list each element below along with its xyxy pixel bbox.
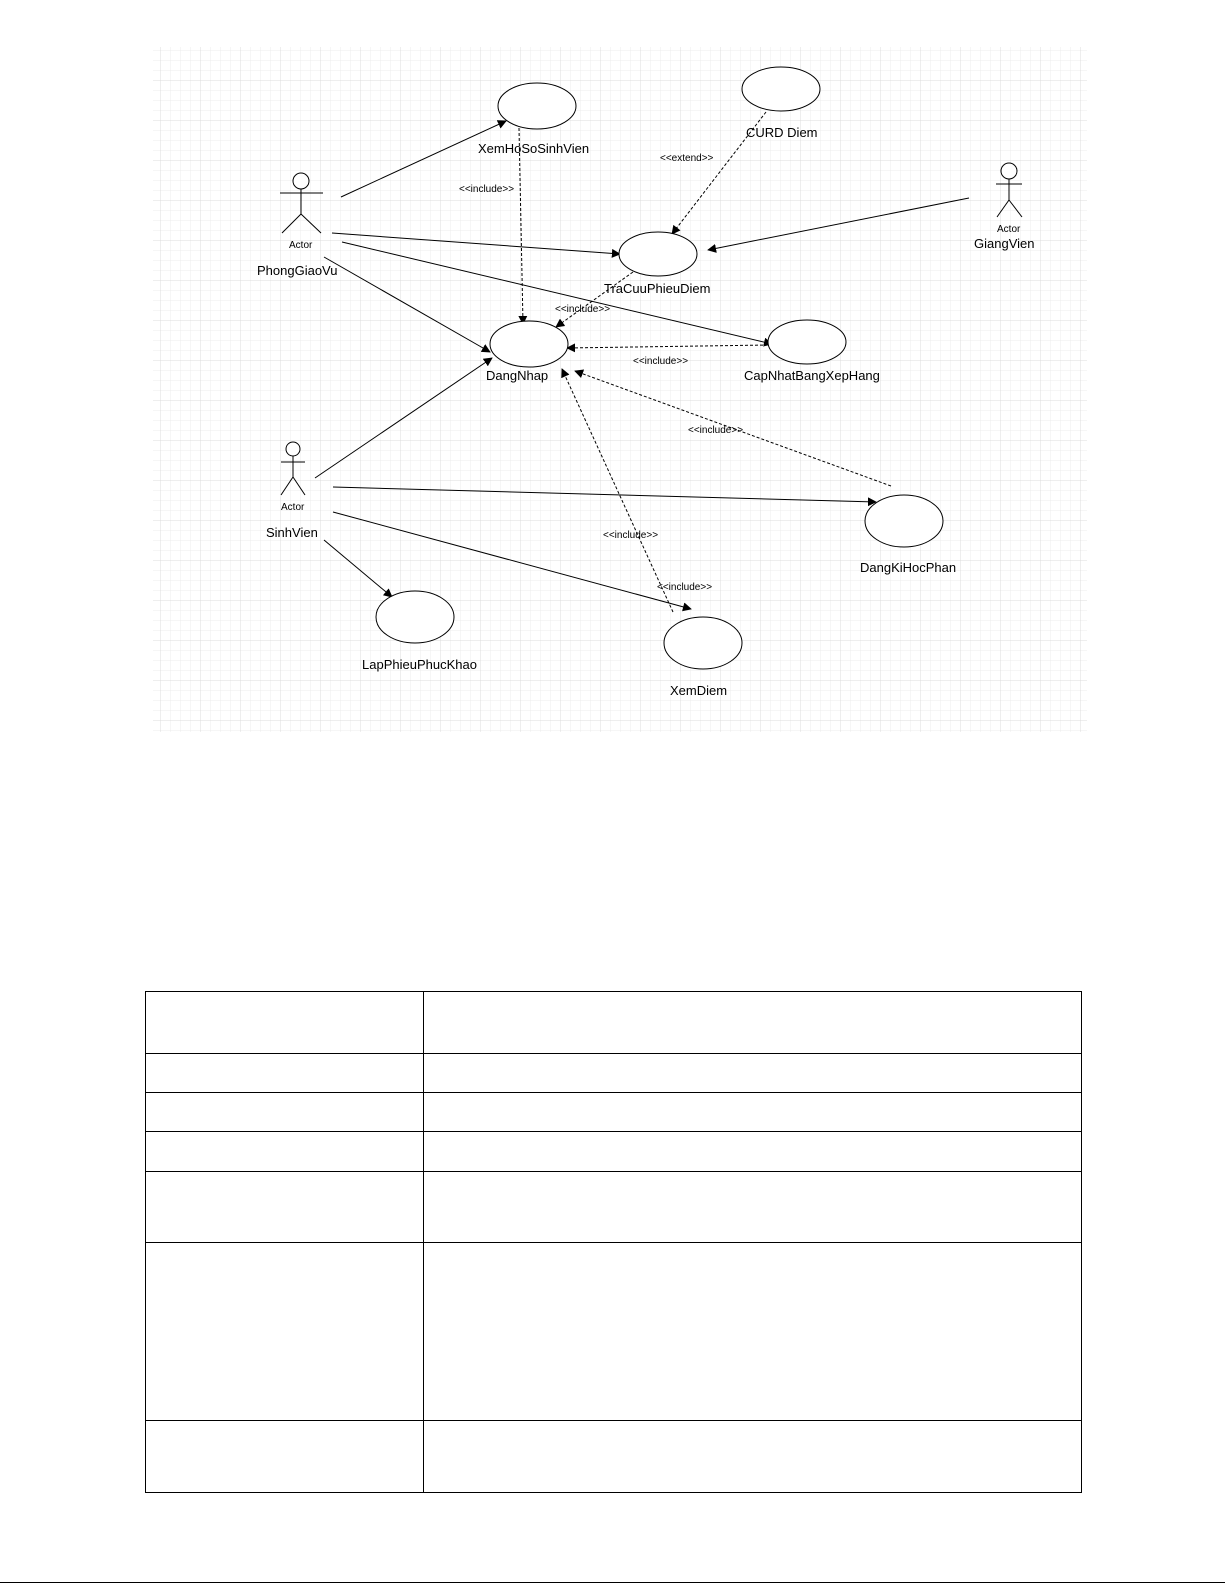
stereotype-extend-curd: <<extend>> xyxy=(660,153,714,164)
table-cell-value xyxy=(424,1243,1082,1421)
table-row xyxy=(146,1421,1082,1493)
use-case-label-xemdiem: XemDiem xyxy=(670,683,728,698)
actor-head xyxy=(286,442,300,456)
page-bottom-rule xyxy=(0,1582,1225,1583)
use-case-spec-table xyxy=(145,991,1082,1493)
table-row xyxy=(146,1132,1082,1172)
actor-type-label: Actor xyxy=(997,224,1021,235)
table-row xyxy=(146,1172,1082,1243)
table-row xyxy=(146,992,1082,1054)
table-cell-value xyxy=(424,1421,1082,1493)
table-cell-label xyxy=(146,1421,424,1493)
actor-name-sinhvien: SinhVien xyxy=(266,525,318,540)
use-case-label-dangnhap: DangNhap xyxy=(486,368,549,383)
table-cell-label xyxy=(146,992,424,1054)
use-case-lapphieu[interactable] xyxy=(376,591,454,643)
table-row xyxy=(146,1243,1082,1421)
stereotype-include-xemhoso: <<include>> xyxy=(459,184,515,195)
use-case-label-xemhoso: XemHoSoSinhVien xyxy=(478,141,590,156)
stereotype-include-tracuu: <<include>> xyxy=(555,304,611,315)
use-case-label-curd: CURD Diem xyxy=(746,125,818,140)
table-cell-value xyxy=(424,1093,1082,1132)
table-cell-value xyxy=(424,1132,1082,1172)
table-cell-label xyxy=(146,1243,424,1421)
stereotype-include-xemdiem: <<include>> xyxy=(603,530,659,541)
table-cell-label xyxy=(146,1093,424,1132)
table-cell-label xyxy=(146,1132,424,1172)
table-cell-value xyxy=(424,1054,1082,1093)
use-case-dangki[interactable] xyxy=(865,495,943,547)
stereotype-include-xemdiem-extra: <<include>> xyxy=(657,582,713,593)
diagram-grid-background xyxy=(153,47,1087,732)
use-case-label-tracuu: TraCuuPhieuDiem xyxy=(604,281,711,296)
stereotype-include-capnhat: <<include>> xyxy=(633,356,689,367)
actor-head xyxy=(293,173,309,189)
actor-name-phonggiaovu: PhongGiaoVu xyxy=(257,263,338,278)
use-case-tracuu[interactable] xyxy=(619,232,697,276)
table-cell-value xyxy=(424,1172,1082,1243)
table-cell-label xyxy=(146,1172,424,1243)
use-case-xemdiem[interactable] xyxy=(664,617,742,669)
stereotype-include-dangki: <<include>> xyxy=(688,425,744,436)
table-cell-value xyxy=(424,992,1082,1054)
use-case-label-capnhat: CapNhatBangXepHang xyxy=(744,368,880,383)
table-cell-label xyxy=(146,1054,424,1093)
actor-type-label: Actor xyxy=(289,240,313,251)
use-case-label-dangki: DangKiHocPhan xyxy=(860,560,957,575)
actor-head xyxy=(1001,163,1017,179)
use-case-curd[interactable] xyxy=(742,67,820,111)
use-case-dangnhap[interactable] xyxy=(490,321,568,367)
actor-name-giangvien: GiangVien xyxy=(974,236,1035,251)
use-case-capnhat[interactable] xyxy=(768,320,846,364)
use-case-label-lapphieu: LapPhieuPhucKhao xyxy=(362,657,477,672)
table-row xyxy=(146,1054,1082,1093)
use-case-xemhoso[interactable] xyxy=(498,83,576,129)
table-row xyxy=(146,1093,1082,1132)
use-case-diagram xyxy=(0,0,1225,760)
actor-type-label: Actor xyxy=(281,502,305,513)
